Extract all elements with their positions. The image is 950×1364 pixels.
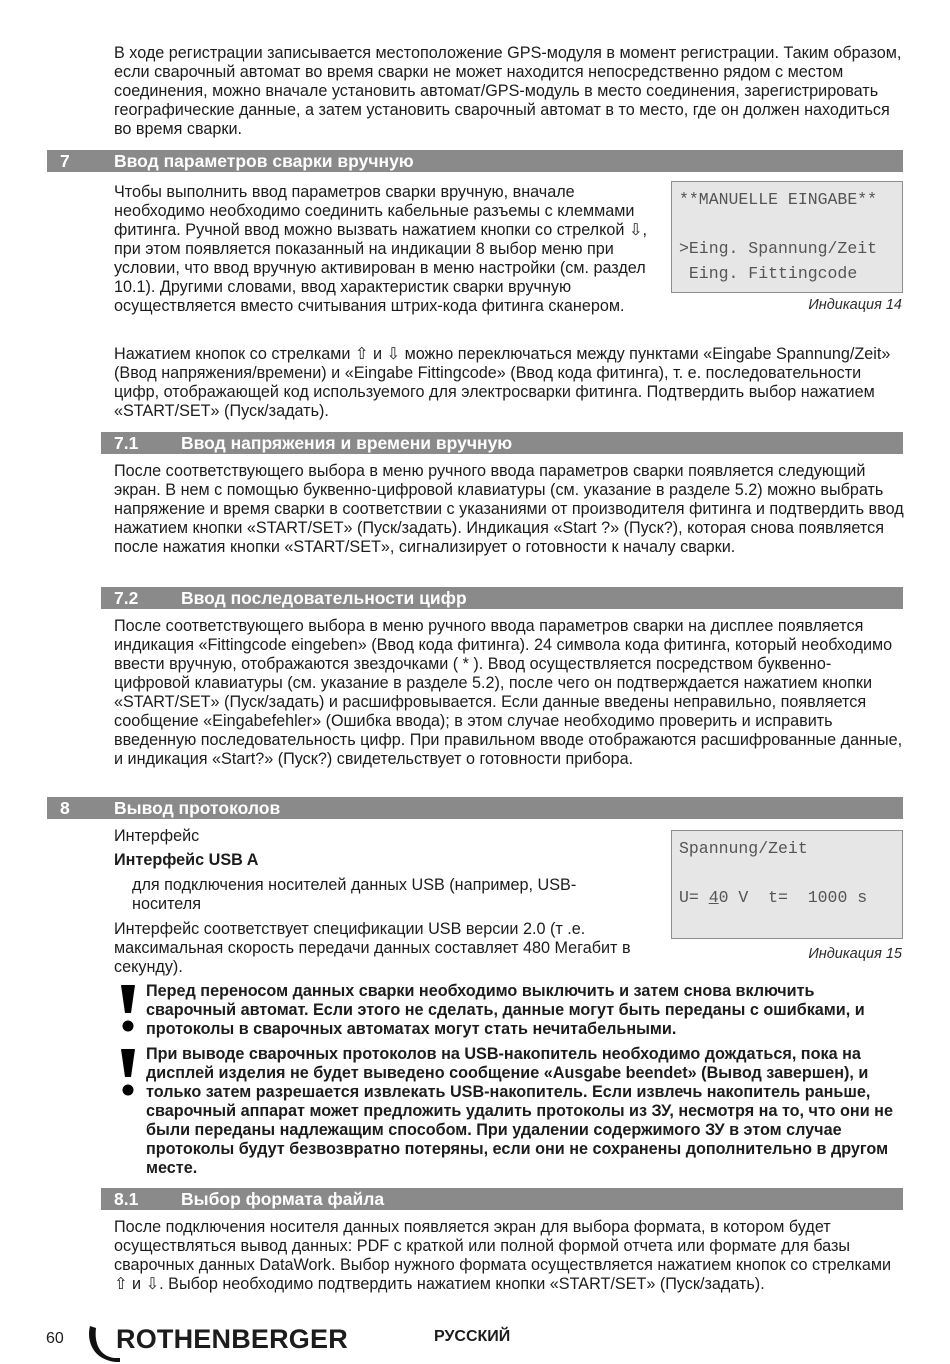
brand-name: ROTHENBERGER — [116, 1324, 348, 1354]
section-8-1-number: 8.1 — [114, 1189, 139, 1209]
section-7-title: Ввод параметров сварки вручную — [114, 151, 414, 171]
section-7-text-1: Чтобы выполнить ввод параметров сварки вручную, вначале необходимо необходимо соединить кабельные разъемы с клеммами фитинга. Ручной ввод можно вызвать нажатием кнопки со стрелкой ⇩, при этом появляется показанный на индикации 8 выбор меню при условии, что ввод вручную активирован в меню настройки (см. раздел 10.1). Другими словами, ввод характеристик сварки вручную осуществляется вместо считывания штрих-кода фитинга сканером. — [114, 183, 647, 315]
section-8-number: 8 — [60, 798, 70, 818]
brand-logo — [86, 1320, 346, 1364]
section-8-1-text: После подключения носителя данных появляется экран для выбора формата, в котором будет осуществляться вывод данных: PDF с краткой или полной формой отчета или формате для базы сварочных данных DataWork. Выбор нужного формата осуществляется нажатием кнопок со стрелками ⇧ и ⇩. Выбор необходимо подтвердить нажатием кнопки «START/SET» (Пуск/задать). — [114, 1218, 892, 1293]
usb-description: для подключения носителей данных USB (например, USB-носителя — [132, 876, 577, 913]
section-7-1-number: 7.1 — [114, 433, 139, 453]
warning-2 — [146, 1045, 906, 1178]
section-7-2-number: 7.2 — [114, 588, 139, 608]
warning-1-exclamation-icon — [117, 983, 139, 1033]
section-7-1-text: После соответствующего выбора в меню ручного ввода параметров сварки появляется следующий экран. В нем с помощью буквенно-цифровой клавиатуры (см. указание в разделе 5.2) можно выбрать напряжение и время сварки в соответствии с указаниями от производителя фитинга и подтвердить ввод нажатием кнопки «START/SET» (Пуск/задать). Индикация «Start ?» (Пуск?), которая снова появляется после нажатия кнопки «START/SET», сигнализирует о готовности к началу сварки. — [114, 462, 904, 556]
intro-text: В ходе регистрации записывается местоположение GPS-модуля в момент регистрации. Таким образом, если сварочный автомат во время сварки не может находится непосредственно рядом с местом соединения, можно вначале установить автомат/GPS-модуль в место соединения, зарегистрировать географические данные, а затем установить сварочный автомат в то место, где он должен находиться во время сварки. — [114, 44, 902, 138]
display-14-caption: Индикация 14 — [808, 297, 902, 313]
warning-1-text: Перед переносом данных сварки необходимо выключить и затем снова включить сварочный автомат. Если этого не сделать, данные могут быть переданы с ошибками, и протоколы в сварочных автоматах могут стать нечитабельными. — [146, 982, 865, 1038]
page-number: 60 — [46, 1330, 64, 1347]
section-7-1-paragraph — [114, 462, 904, 557]
display-14-line-1: **MANUELLE EINGABE** — [679, 190, 878, 209]
display-14-line-3: Eing. Fittingcode — [679, 264, 858, 283]
section-7-paragraph-2 — [114, 345, 904, 421]
usb-specification: Интерфейс соответствует спецификации USB версии 2.0 (т .е. максимальная скорость передачи данных составляет 480 Мегабит в секунду). — [114, 920, 631, 976]
warning-2-exclamation-icon — [117, 1047, 139, 1097]
usb-title: Интерфейс USB A — [114, 851, 259, 869]
display-15-line-1: Spannung/Zeit — [679, 839, 808, 858]
warning-1 — [146, 982, 906, 1039]
footer-language: РУССКИЙ — [434, 1328, 511, 1345]
section-7-2-text: После соответствующего выбора в меню ручного ввода параметров сварки на дисплее появляется индикация «Fittingcode eingeben» (Ввод кода фитинга). 24 символа кода фитинга, который необходимо ввести вручную, отображаются звездочками ( * ). Ввод осуществляется посредством буквенно-цифровой клавиатуры (см. указание в разделе 5.2), после чего он подтверждается нажатием кнопки «START/SET» (Пуск/задать) и расшифровывается. Если данные введены неправильно, появляется сообщение «Eingabefehler» (Ошибка ввода); в этом случае необходимо проверить и исправить введенную последовательность цифр. При правильном вводе отображаются расшифрованные данные, и индикация «Start?» (Пуск?) свидетельствует о готовности прибора. — [114, 617, 903, 768]
section-7-text-2: Нажатием кнопок со стрелками ⇧ и ⇩ можно переключаться между пунктами «Eingabe Spannung/Zeit» (Ввод напряжения/времени) и «Eingabe Fittingcode» (Ввод кода фитинга), т. е. последовательности цифр, отображающей код используемого для электросварки фитинга. Подтвердить выбор нажатием «START/SET» (Пуск/задать). — [114, 345, 891, 420]
section-8-title: Вывод протоколов — [114, 798, 281, 818]
display-15-caption: Индикация 15 — [808, 946, 902, 962]
section-7-paragraph-1 — [114, 183, 669, 316]
section-8-1-title: Выбор формата файла — [181, 1189, 385, 1209]
interface-label: Интерфейс — [114, 827, 200, 845]
section-7-1-title: Ввод напряжения и времени вручную — [181, 433, 513, 453]
section-8-1-paragraph — [114, 1218, 904, 1294]
section-7-2-paragraph — [114, 617, 904, 769]
display-14-line-2: >Eing. Spannung/Zeit — [679, 239, 878, 258]
display-15-cursor: 4 — [708, 888, 719, 907]
section-7-1-heading — [101, 432, 903, 454]
display-14 — [671, 181, 903, 293]
warning-2-text: При выводе сварочных протоколов на USB-накопитель необходимо дождаться, пока на дисплей изделия не будет выведено сообщение «Ausgabe beendet» (Вывод завершен), и только затем разрешается извлекать USB-накопитель. Если извлечь накопитель раньше, сварочный аппарат может предложить удалить протоколы из ЗУ, несмотря на то, что они не были переданы надлежащим способом. При удалении содержимого ЗУ в этом случае протоколы будут безвозвратно потеряны, если они не сохранены дополнительно в другом месте. — [146, 1045, 893, 1177]
section-7-2-title: Ввод последовательности цифр — [181, 588, 467, 608]
section-8-heading — [47, 797, 903, 819]
display-15 — [671, 830, 903, 939]
intro-paragraph — [114, 44, 904, 139]
section-7-2-heading — [101, 587, 903, 609]
display-15-line-2: U= 40 V t= 1000 s — [679, 888, 868, 907]
section-7-number: 7 — [60, 151, 70, 171]
section-8-1-heading — [101, 1188, 903, 1210]
section-7-heading — [47, 150, 903, 172]
